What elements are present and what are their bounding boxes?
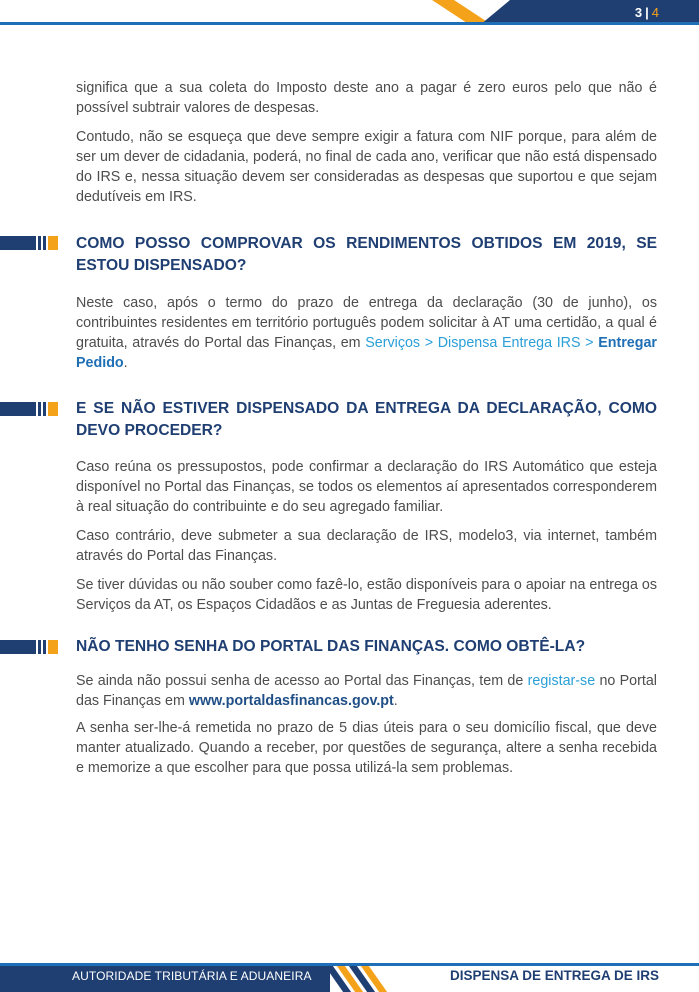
section-heading-comprovar: COMO POSSO COMPROVAR OS RENDIMENTOS OBTIDOS EM 2019, SE ESTOU DISPENSADO? [76, 235, 657, 274]
portal-financas-url-link[interactable]: www.portaldasfinancas.gov.pt [188, 693, 394, 709]
section3-text-middle: no Portal das Finanças em [76, 673, 657, 709]
section2-paragraph-3: Se tiver dúvidas ou não souber como fazê-lo, estão disponíveis para o apoiar na entrega os Serviços da AT, os Espaços Cidadãos e as Juntas de Freguesia aderentes. [76, 577, 657, 613]
page-current: 3 [634, 5, 643, 20]
page-separator: | [645, 5, 649, 20]
section1-text-end: . [123, 355, 128, 371]
section3-paragraph-1 [76, 671, 657, 711]
page-total: 4 [651, 5, 659, 20]
page-number [635, 5, 659, 20]
footer-organization: AUTORIDADE TRIBUTÁRIA E ADUANEIRA [72, 969, 312, 983]
section-heading-nao-dispensado: E SE NÃO ESTIVER DISPENSADO DA ENTREGA DA DECLARAÇÃO, COMO DEVO PROCEDER? [76, 400, 657, 439]
section-heading-senha: NÃO TENHO SENHA DO PORTAL DAS FINANÇAS. COMO OBTÊ-LA? [76, 638, 586, 655]
intro-paragraph-1: significa que a sua coleta do Imposto deste ano a pagar é zero euros pelo que não é possível subtrair valores de despesas. [76, 80, 657, 116]
footer-accent-stripes [330, 966, 410, 992]
section1-text: Neste caso, após o termo do prazo de entrega da declaração (30 de junho), os contribuintes residentes em território português podem solicitar à AT uma certidão, a qual é gratuita, através do Portal das Finanças, em [76, 295, 657, 351]
dispensa-entrega-link[interactable]: Serviços > Dispensa Entrega IRS > [365, 335, 599, 351]
section1-paragraph [76, 293, 657, 373]
section3-text: Se ainda não possui senha de acesso ao Portal das Finanças, tem de [76, 673, 528, 689]
section3-text-end: . [393, 693, 398, 709]
intro-paragraph-2: Contudo, não se esqueça que deve sempre exigir a fatura com NIF porque, para além de ser um dever de cidadania, poderá, no final de cada ano, verificar que não está dispensado do IRS e, nessa situação devem ser consideradas as despesas que suportou e que sejam dedutíveis em IRS. [76, 129, 657, 205]
section2-paragraph-2: Caso contrário, deve submeter a sua declaração de IRS, modelo3, via internet, também através do Portal das Finanças. [76, 528, 657, 564]
section3-paragraph-2: A senha ser-lhe-á remetida no prazo de 5 dias úteis para o seu domicílio fiscal, que deve manter atualizado. Quando a receber, por questões de segurança, altere a senha recebida e memorize a que escolher para que possa utilizá-la sem problemas. [76, 720, 657, 776]
header-rule [0, 22, 699, 25]
registar-se-link[interactable]: registar-se [527, 673, 596, 689]
entregar-pedido-link[interactable]: Entregar Pedido [76, 335, 657, 371]
section2-paragraph-1: Caso reúna os pressupostos, pode confirmar a declaração do IRS Automático que esteja disponível no Portal das Finanças, se todos os elementos aí apresentados corresponderem à real situação do contribuinte e do seu agregado familiar. [76, 459, 657, 515]
footer-document-title: DISPENSA DE ENTREGA DE IRS [449, 968, 659, 983]
